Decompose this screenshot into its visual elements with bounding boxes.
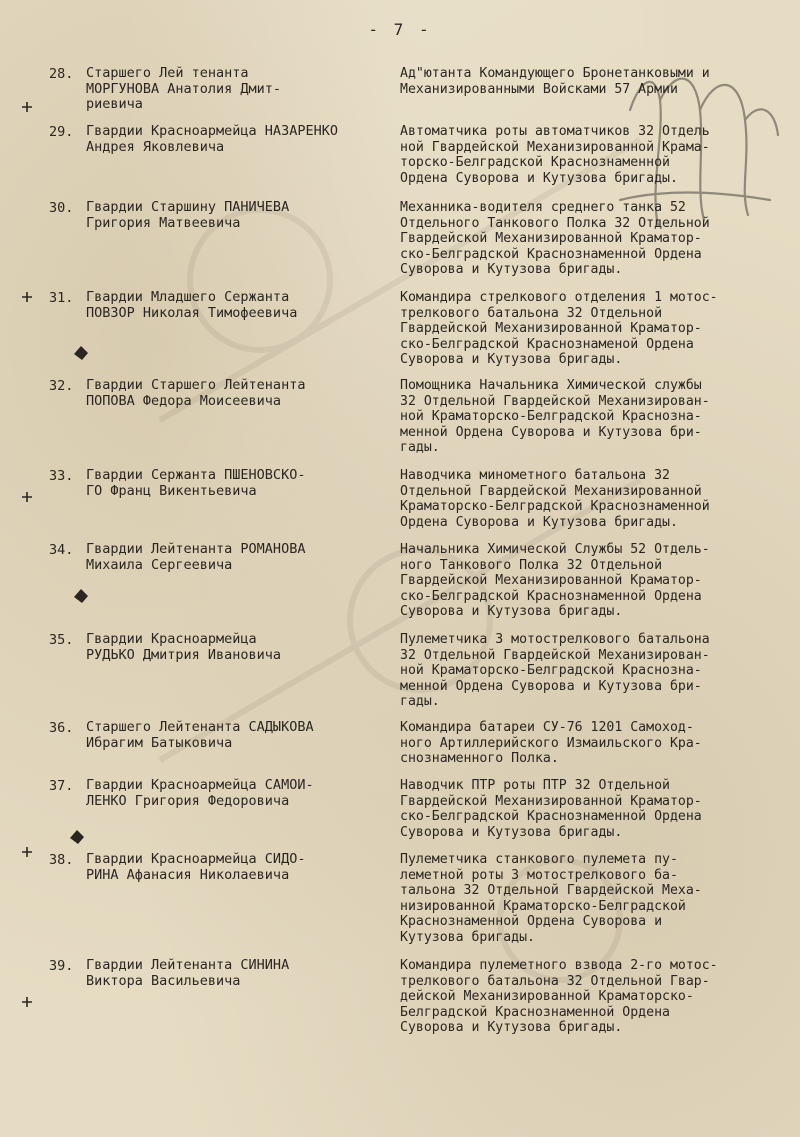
- entry-position-line: Автоматчика роты автоматчиков 32 Отдель: [400, 124, 710, 139]
- entry-number: 28.: [49, 66, 74, 82]
- entry-position: [400, 468, 796, 530]
- entry-name-line: Гвардии Старшего Лейтенанта: [86, 378, 306, 393]
- entry-position-line: Командира пулеметного взвода 2-го мотос-: [400, 958, 718, 973]
- entry-name-line: Гвардии Лейтенанта РОМАНОВА: [86, 542, 306, 557]
- entry-position-line: ско-Белградской Краснознаменной Ордена: [400, 246, 702, 262]
- entry-number: 30.: [49, 200, 74, 216]
- entry-name: [86, 632, 386, 663]
- entry-position-line: трелкового батальона 32 Отдельной Гвар-: [400, 973, 710, 989]
- entry-position-line: Суворова и Кутузова бригады.: [400, 1020, 623, 1036]
- page-number: - 7 -: [368, 20, 432, 39]
- entry-position-line: 32 Отдельной Гвардейской Механизирован-: [400, 647, 710, 663]
- entry-position-line: гады.: [400, 440, 440, 456]
- entry-position-line: Наводчика минометного батальона 32: [400, 468, 670, 483]
- entry-position-line: Механизированными Войсками 57 Армии: [400, 81, 678, 97]
- entry-position: [400, 632, 796, 710]
- entry-position-line: ной Краматорско-Белградской Краснозна-: [400, 663, 702, 679]
- entry-position-line: низированной Краматорско-Белградской: [400, 898, 686, 914]
- entry-name-line: ПОВЗОР Николая Тимофеевича: [86, 305, 298, 321]
- entry-position-line: Отдельного Танкового Полка 32 Отдельной: [400, 215, 710, 231]
- entry-number: 29.: [49, 124, 74, 140]
- entry-name-line: Гвардии Красноармейца НАЗАРЕНКО: [86, 124, 338, 139]
- entry-position-line: тальона 32 Отдельной Гвардейской Меха-: [400, 883, 702, 899]
- ink-blot-icon: [66, 826, 88, 848]
- entry-position-line: Начальника Химической Службы 52 Отдель-: [400, 542, 710, 557]
- entry-name: [86, 124, 386, 155]
- entry-number: 32.: [49, 378, 74, 394]
- entry-position-line: Краснознаменной Ордена Суворова и: [400, 914, 663, 930]
- entry-number: 35.: [49, 632, 74, 648]
- entry-name-line: РИНА Афанасия Николаевича: [86, 867, 290, 883]
- entry-position-line: Суворова и Кутузова бригады.: [400, 824, 623, 840]
- entry-name-line: Гвардии Сержанта ПШЕНОВСКО-: [86, 468, 306, 483]
- binding-mark-icon: [20, 845, 34, 859]
- entry-position-line: Ордена Суворова и Кутузова бригады.: [400, 514, 678, 530]
- binding-mark-icon: [20, 995, 34, 1009]
- entry-number: 36.: [49, 720, 74, 736]
- entry-number: 37.: [49, 778, 74, 794]
- entry-name-line: Гвардии Лейтенанта СИНИНА: [86, 958, 290, 973]
- entry-number: 39.: [49, 958, 74, 974]
- entry-position-line: ного Танкового Полка 32 Отдельной: [400, 557, 663, 573]
- entry-position-line: снознаменного Полка.: [400, 751, 559, 767]
- entry-position-line: менной Ордена Суворова и Кутузова бри-: [400, 424, 702, 440]
- entry-name-line: РУДЬКО Дмитрия Ивановича: [86, 647, 282, 663]
- entry-name: [86, 468, 386, 499]
- entry-name-line: Старшего Лейтенанта САДЫКОВА: [86, 720, 314, 735]
- entry-name-line: Гвардии Красноармейца САМОЙ-: [86, 778, 314, 793]
- entry-position-line: Ад"ютанта Командующего Бронетанковыми и: [400, 66, 710, 81]
- entry-position: [400, 958, 796, 1036]
- entry-position-line: Кутузова бригады.: [400, 929, 535, 945]
- entry-position-line: Отдельной Гвардейской Механизированной: [400, 483, 702, 499]
- entry-position-line: Пулеметчика станкового пулемета пу-: [400, 852, 678, 867]
- entry-number: 34.: [49, 542, 74, 558]
- entry-number: 38.: [49, 852, 74, 868]
- entry-name-line: ЛЕНКО Григория Федоровича: [86, 793, 290, 809]
- entry-name-line: Старшего Лей тенанта: [86, 66, 249, 81]
- entry-name-line: Гвардии Старшину ПАНИЧЕВА: [86, 200, 290, 215]
- entry-name: [86, 290, 386, 321]
- entry-name-line: Гвардии Красноармейца: [86, 632, 257, 647]
- entry-position-line: Наводчик ПТР роты ПТР 32 Отдельной: [400, 778, 670, 793]
- entry-name-line: ГО Франц Викентьевича: [86, 483, 257, 499]
- entry-position-line: Белградской Краснознаменной Ордена: [400, 1004, 670, 1020]
- entry-position-line: ного Артиллерийского Измаильского Кра-: [400, 735, 702, 751]
- entry-number: 31.: [49, 290, 74, 306]
- entry-number: 33.: [49, 468, 74, 484]
- entry-name-line: Гвардии Младшего Сержанта: [86, 290, 290, 305]
- entry-position-line: Пулеметчика 3 мотострелкового батальона: [400, 632, 710, 647]
- entry-name: [86, 378, 386, 409]
- entry-position: [400, 66, 796, 97]
- entry-position-line: ной Гвардейской Механизированной Крама-: [400, 139, 710, 155]
- entry-name-line: Михаила Сергеевича: [86, 557, 233, 573]
- entry-position-line: Ордена Суворова и Кутузова бригады.: [400, 170, 678, 186]
- entry-position: [400, 290, 796, 368]
- binding-mark-icon: [20, 290, 34, 304]
- entry-position-line: ной Краматорско-Белградской Краснозна-: [400, 409, 702, 425]
- entry-name-line: Григория Матвеевича: [86, 215, 241, 231]
- entry-name: [86, 66, 386, 113]
- entry-position: [400, 852, 796, 946]
- binding-mark-icon: [20, 100, 34, 114]
- entry-name-line: Гвардии Красноармейца СИДО-: [86, 852, 306, 867]
- entry-position-line: Суворова и Кутузова бригады.: [400, 352, 623, 368]
- entry-position-line: Суворова и Кутузова бригады.: [400, 262, 623, 278]
- entry-name: [86, 200, 386, 231]
- entry-position-line: Гвардейской Механизированной Краматор-: [400, 321, 702, 337]
- entry-position-line: менной Ордена Суворова и Кутузова бри-: [400, 678, 702, 694]
- entry-position-line: Гвардейской Механизированной Краматор-: [400, 573, 702, 589]
- entry-position: [400, 124, 796, 186]
- entry-position-line: гады.: [400, 694, 440, 710]
- entry-position-line: Помощника Начальника Химической службы: [400, 378, 702, 393]
- binding-mark-icon: [20, 490, 34, 504]
- entry-position-line: торско-Белградской Краснознаменной: [400, 155, 670, 171]
- entry-name-line: Ибрагим Батыковича: [86, 735, 233, 751]
- entry-position-line: трелкового батальона 32 Отдельной: [400, 305, 663, 321]
- ink-blot-icon: [70, 342, 92, 364]
- entry-name-line: МОРГУНОВА Анатолия Дмит-: [86, 81, 282, 97]
- entry-position-line: ско-Белградской Краснознаменной Ордена: [400, 809, 702, 825]
- entry-position-line: Командира стрелкового отделения 1 мотос-: [400, 290, 718, 305]
- entry-position-line: леметной роты 3 мотострелкового ба-: [400, 867, 678, 883]
- entry-position: [400, 778, 796, 840]
- entry-name-line: Андрея Яковлевича: [86, 139, 225, 155]
- entry-position: [400, 200, 796, 278]
- entry-position-line: Суворова и Кутузова бригады.: [400, 604, 623, 620]
- entry-name-line: риевича: [86, 97, 143, 113]
- entry-name: [86, 778, 386, 809]
- entry-position-line: ско-Белградской Краснознаменной Ордена: [400, 588, 702, 604]
- entry-position-line: Краматорско-Белградской Краснознаменной: [400, 499, 710, 515]
- entry-position-line: Механника-водителя среднего танка 52: [400, 200, 686, 215]
- entry-position-line: Гвардейской Механизированной Краматор-: [400, 231, 702, 247]
- entry-position: [400, 542, 796, 620]
- entry-name-line: Виктора Васильевича: [86, 973, 241, 989]
- entry-name-line: ПОПОВА Федора Моисеевича: [86, 393, 282, 409]
- entry-name: [86, 852, 386, 883]
- entry-position: [400, 378, 796, 456]
- entry-position-line: Гвардейской Механизированной Краматор-: [400, 793, 702, 809]
- entry-name: [86, 958, 386, 989]
- entry-position-line: ско-Белградской Краснознаменой Ордена: [400, 336, 694, 352]
- ink-blot-icon: [70, 585, 92, 607]
- entry-name: [86, 720, 386, 751]
- entry-position-line: дейской Механизированной Краматорско-: [400, 989, 694, 1005]
- entry-name: [86, 542, 386, 573]
- entry-position-line: 32 Отдельной Гвардейской Механизирован-: [400, 393, 710, 409]
- entry-position-line: Командира батареи СУ-76 1201 Самоход-: [400, 720, 694, 735]
- entry-position: [400, 720, 796, 767]
